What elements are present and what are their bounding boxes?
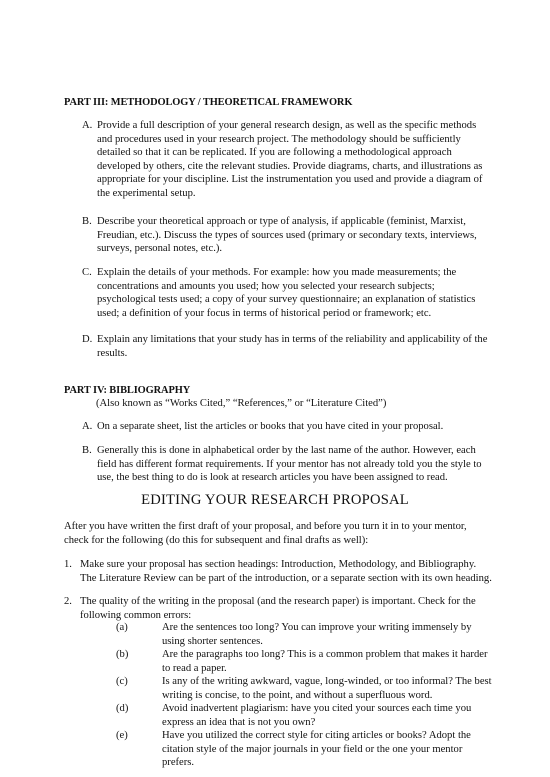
subitem-text: Avoid inadvertent plagiarism: have you cited your sources each time you express an idea that is not you own? [162,703,472,728]
item-text: The quality of the writing in the proposal (and the research paper) is important. Check for the following common errors: [80,596,476,621]
subitem-letter: (c) [116,676,128,687]
subitem-letter: (e) [116,730,128,741]
item-text: Make sure your proposal has section headings: Introduction, Methodology, and Bibliography. The Literature Review can be part of the introduction, or a separate section with its own heading. [80,559,492,584]
item-text: Explain any limitations that your study has in terms of the reliability and applicability of the results. [97,334,488,359]
item-letter: A. [82,120,93,131]
subitem-letter: (a) [116,622,128,633]
subitem-text: Is any of the writing awkward, vague, long-winded, or too informal? The best writing is concise, to the point, and without a superfluous word. [162,676,492,701]
editing-title: EDITING YOUR RESEARCH PROPOSAL [141,492,409,508]
item-letter: A. [82,421,93,432]
subitem-text: Have you utilized the correct style for citing articles or books? Adopt the citation style of the major journals in your field or the one your mentor prefers. [162,730,471,769]
subitem-text: Are the paragraphs too long? This is a common problem that makes it harder to read a paper. [162,649,488,674]
item-number: 2. [64,596,72,607]
part4-subheading: (Also known as “Works Cited,” “References,” or “Literature Cited”) [96,398,387,409]
item-text: Describe your theoretical approach or type of analysis, if applicable (feminist, Marxist, Freudian, etc.). Discuss the types of sources used (primary or secondary texts, interviews, surveys, personal notes, etc.). [97,216,477,255]
item-letter: D. [82,334,93,345]
item-text: On a separate sheet, list the articles or books that you have cited in your proposal. [97,421,444,432]
item-number: 1. [64,559,72,570]
part4-heading: PART IV: BIBLIOGRAPHY [64,385,191,396]
part3-heading: PART III: METHODOLOGY / THEORETICAL FRAMEWORK [64,97,353,108]
item-text: Provide a full description of your general research design, as well as the specific methods and procedures used in your research project. The methodology should be sufficiently detailed so that it can be replicated. If you are following a methodological approach developed by others, cite the relevant studies. Provide diagrams, charts, and illustrations as appropriate for your discipline. List the instrumentation you used and provide a diagram of the experimental setup. [97,120,483,199]
item-text: Generally this is done in alphabetical order by the last name of the author. However, each field has different format requirements. If your mentor has not already told you the style to use, the best thing to do is look at research articles you have been assigned to read. [97,445,482,484]
item-letter: B. [82,445,92,456]
subitem-letter: (d) [116,703,129,714]
item-letter: C. [82,267,92,278]
item-text: Explain the details of your methods. For example: how you made measurements; the concentrations and amounts you used; how you selected your research subjects; psychological tests used; a copy of your survey questionnaire; an explanation of statistics used; a definition of your focus in terms of historical period or framework; etc. [97,267,476,319]
subitem-letter: (b) [116,649,129,660]
item-letter: B. [82,216,92,227]
editing-intro: After you have written the first draft of your proposal, and before you turn it in to your mentor, check for the following (do this for subsequent and final drafts as well): [64,521,467,546]
subitem-text: Are the sentences too long? You can improve your writing immensely by using shorter sentences. [162,622,472,647]
